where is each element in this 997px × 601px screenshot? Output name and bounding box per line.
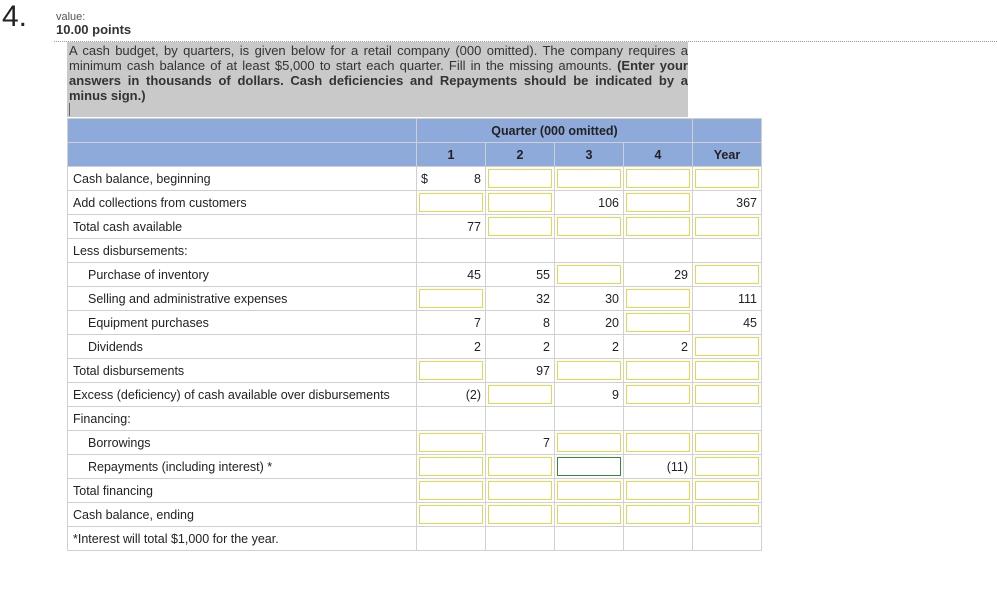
value-cell: 77 (417, 215, 486, 239)
answer-input[interactable] (488, 457, 552, 476)
value-cell (624, 407, 693, 431)
answer-input-cell[interactable] (486, 503, 555, 527)
value-cell: (11) (624, 455, 693, 479)
row-label: Cash balance, ending (68, 503, 417, 527)
table-row (68, 407, 762, 431)
answer-input-cell[interactable] (417, 503, 486, 527)
answer-input[interactable] (488, 481, 552, 500)
header-blank-cell (693, 119, 762, 143)
answer-input-cell[interactable] (486, 215, 555, 239)
header-row-group (68, 119, 762, 143)
value-cell: 9 (555, 383, 624, 407)
value-cell: 45 (693, 311, 762, 335)
answer-input[interactable] (557, 433, 621, 452)
row-label: Selling and administrative expenses (68, 287, 417, 311)
value-cell: 30 (555, 287, 624, 311)
row-label: Cash balance, beginning (68, 167, 417, 191)
answer-input-cell[interactable] (624, 311, 693, 335)
answer-input-cell[interactable] (693, 167, 762, 191)
answer-input-cell[interactable] (624, 383, 693, 407)
value-cell: 8 (486, 311, 555, 335)
cash-budget-table (67, 118, 762, 551)
row-label: Equipment purchases (68, 311, 417, 335)
answer-input[interactable] (557, 169, 621, 188)
answer-input-cell[interactable] (693, 455, 762, 479)
answer-input-cell[interactable] (693, 215, 762, 239)
answer-input[interactable] (488, 169, 552, 188)
answer-input-cell[interactable] (693, 503, 762, 527)
answer-input-cell[interactable] (417, 287, 486, 311)
value-cell (624, 239, 693, 263)
answer-input-cell[interactable] (486, 455, 555, 479)
table-row (68, 239, 762, 263)
column-header: 1 (417, 143, 486, 167)
row-label: Excess (deficiency) of cash available over disbursements (68, 383, 417, 407)
answer-input[interactable] (695, 217, 759, 236)
answer-input[interactable] (557, 217, 621, 236)
answer-input[interactable] (695, 505, 759, 524)
answer-input-cell[interactable] (417, 191, 486, 215)
value-cell: 55 (486, 263, 555, 287)
row-label: Repayments (including interest) * (68, 455, 417, 479)
answer-input-cell[interactable] (486, 191, 555, 215)
answer-input[interactable] (626, 505, 690, 524)
value-cell (417, 167, 486, 191)
answer-input-cell[interactable] (417, 359, 486, 383)
answer-input[interactable] (488, 217, 552, 236)
answer-input[interactable] (419, 457, 483, 476)
answer-input[interactable] (695, 169, 759, 188)
answer-input[interactable] (419, 193, 483, 212)
table-row (68, 359, 762, 383)
value-cell: 7 (417, 311, 486, 335)
table-row (68, 503, 762, 527)
row-label: Add collections from customers (68, 191, 417, 215)
answer-input[interactable] (626, 313, 690, 332)
value-cell: 97 (486, 359, 555, 383)
value-cell: 111 (693, 287, 762, 311)
answer-input-cell[interactable] (417, 431, 486, 455)
header-blank-cell (68, 143, 417, 167)
value-cell (486, 407, 555, 431)
answer-input[interactable] (557, 361, 621, 380)
value-cell (417, 407, 486, 431)
quarter-group-header: Quarter (000 omitted) (417, 119, 693, 143)
answer-input-cell[interactable] (693, 383, 762, 407)
answer-input[interactable] (695, 433, 759, 452)
answer-input-cell[interactable] (486, 383, 555, 407)
answer-input-cell[interactable] (555, 479, 624, 503)
answer-input[interactable] (419, 481, 483, 500)
answer-input[interactable] (626, 169, 690, 188)
answer-input[interactable] (695, 457, 759, 476)
row-label: Total financing (68, 479, 417, 503)
answer-input[interactable] (626, 385, 690, 404)
answer-input[interactable] (557, 265, 621, 284)
answer-input-cell[interactable] (486, 167, 555, 191)
answer-input-cell[interactable] (624, 167, 693, 191)
table-row (68, 455, 762, 479)
header-blank-cell (68, 119, 417, 143)
answer-input-cell[interactable] (555, 431, 624, 455)
row-label: Dividends (68, 335, 417, 359)
answer-input-cell[interactable] (693, 359, 762, 383)
row-label: Less disbursements: (68, 239, 417, 263)
answer-input-cell[interactable] (693, 335, 762, 359)
answer-input[interactable] (695, 385, 759, 404)
answer-input[interactable] (695, 265, 759, 284)
row-label: Borrowings (68, 431, 417, 455)
answer-input-cell[interactable] (624, 287, 693, 311)
answer-input-cell[interactable] (417, 479, 486, 503)
value-cell (555, 527, 624, 551)
table-row (68, 191, 762, 215)
value-label: value: (56, 11, 86, 23)
table-row (68, 335, 762, 359)
answer-input-cell[interactable] (486, 479, 555, 503)
value-cell: 2 (624, 335, 693, 359)
table-row (68, 527, 762, 551)
value-cell: 45 (417, 263, 486, 287)
answer-input-cell[interactable] (693, 263, 762, 287)
value-cell (693, 239, 762, 263)
value-cell: 7 (486, 431, 555, 455)
value-cell: 367 (693, 191, 762, 215)
table-row (68, 287, 762, 311)
answer-input-cell[interactable] (624, 191, 693, 215)
value-cell (555, 407, 624, 431)
answer-input[interactable] (488, 193, 552, 212)
table-row (68, 383, 762, 407)
answer-input[interactable] (557, 457, 621, 476)
answer-input-cell[interactable] (624, 215, 693, 239)
table-row (68, 263, 762, 287)
value-cell (555, 239, 624, 263)
answer-input[interactable] (488, 505, 552, 524)
answer-input-cell[interactable] (555, 167, 624, 191)
answer-input-cell[interactable] (555, 215, 624, 239)
text-cursor (69, 103, 70, 116)
value-cell (417, 527, 486, 551)
row-label: Total cash available (68, 215, 417, 239)
answer-input[interactable] (419, 289, 483, 308)
answer-input-cell[interactable] (624, 503, 693, 527)
question-number: 4. (2, 0, 28, 33)
answer-input-cell[interactable] (693, 479, 762, 503)
points-value: 10.00 points (56, 22, 132, 37)
value-cell (486, 239, 555, 263)
answer-input[interactable] (557, 505, 621, 524)
column-header: 3 (555, 143, 624, 167)
answer-input-cell[interactable] (624, 359, 693, 383)
answer-input-cell[interactable] (555, 503, 624, 527)
value-cell: (2) (417, 383, 486, 407)
answer-input[interactable] (419, 361, 483, 380)
answer-input-cell[interactable] (693, 431, 762, 455)
value-cell: 106 (555, 191, 624, 215)
answer-input-cell[interactable] (624, 479, 693, 503)
row-label: Total disbursements (68, 359, 417, 383)
answer-input[interactable] (695, 337, 759, 356)
answer-input-cell[interactable] (417, 455, 486, 479)
prompt-text: A cash budget, by quarters, is given below for a retail company (000 omitted). The company requires a minimum cash balance of at least $5,000 to start each quarter. Fill in the missing amounts. (69, 43, 688, 73)
answer-input[interactable] (419, 433, 483, 452)
row-label: Purchase of inventory (68, 263, 417, 287)
answer-input[interactable] (626, 217, 690, 236)
row-label: Financing: (68, 407, 417, 431)
table-row (68, 311, 762, 335)
answer-input-cell[interactable] (555, 359, 624, 383)
answer-input[interactable] (695, 481, 759, 500)
table-row (68, 167, 762, 191)
table-row (68, 431, 762, 455)
answer-input[interactable] (626, 289, 690, 308)
value-cell: 2 (417, 335, 486, 359)
value-cell: 29 (624, 263, 693, 287)
value-cell (693, 407, 762, 431)
value-cell (693, 527, 762, 551)
value-cell (624, 527, 693, 551)
answer-input-cell[interactable] (555, 263, 624, 287)
currency-symbol: $ (421, 171, 428, 186)
column-header: Year (693, 143, 762, 167)
prompt-instructions: (Enter your answers in thousands of dollars. Cash deficiencies and Repayments should be indicated by a minus sign.) (69, 58, 688, 103)
value-cell: 2 (486, 335, 555, 359)
answer-input[interactable] (626, 433, 690, 452)
answer-input[interactable] (626, 361, 690, 380)
header-row-columns (68, 143, 762, 167)
answer-input[interactable] (626, 481, 690, 500)
cell-value: 8 (474, 171, 481, 186)
row-label: *Interest will total $1,000 for the year. (68, 527, 417, 551)
answer-input[interactable] (626, 193, 690, 212)
question-prompt (67, 42, 688, 117)
answer-input-cell[interactable] (624, 431, 693, 455)
value-cell (486, 527, 555, 551)
value-cell: 32 (486, 287, 555, 311)
value-cell: 20 (555, 311, 624, 335)
value-cell: 2 (555, 335, 624, 359)
table-row (68, 479, 762, 503)
table-row (68, 215, 762, 239)
answer-input-cell[interactable] (555, 455, 624, 479)
column-header: 4 (624, 143, 693, 167)
answer-input[interactable] (695, 361, 759, 380)
value-cell (417, 239, 486, 263)
column-header: 2 (486, 143, 555, 167)
answer-input[interactable] (488, 385, 552, 404)
answer-input[interactable] (419, 505, 483, 524)
answer-input[interactable] (557, 481, 621, 500)
